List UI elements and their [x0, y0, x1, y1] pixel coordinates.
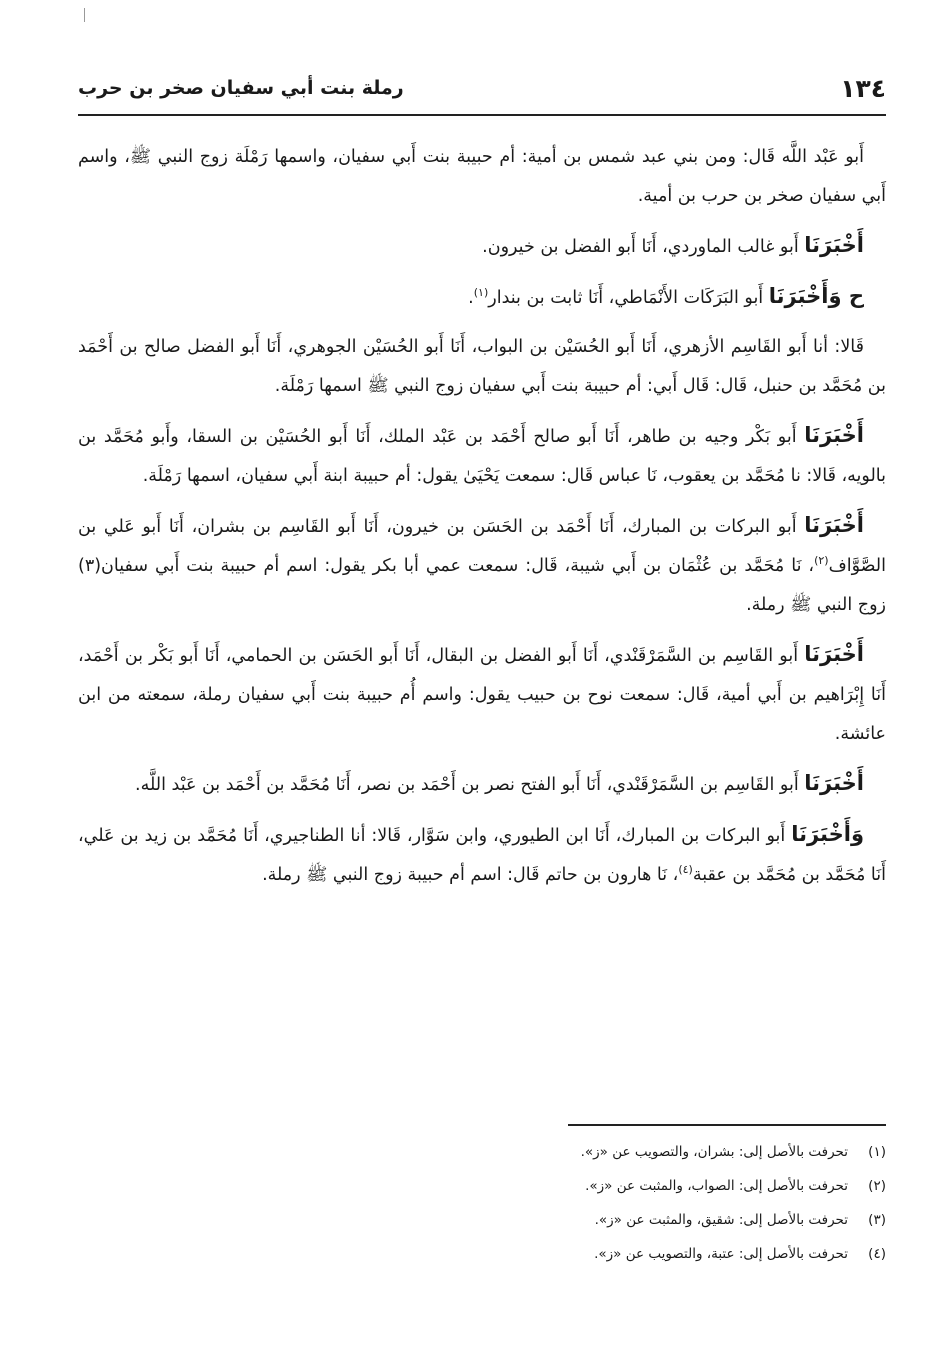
footnote-ref-4[interactable]: (٤)	[678, 863, 693, 877]
narration-keyword: ح وَأَخْبَرَنَا	[768, 284, 864, 308]
footnote-4	[78, 1237, 886, 1271]
footnote-text: تحرفت بالأصل إلى: عتبة، والتصويب عن «ز».	[594, 1246, 848, 1262]
narration-keyword: وَأَخْبَرَنَا	[791, 822, 864, 846]
page-header	[78, 70, 886, 106]
paragraph-text: قَالا: أنا أَبو القَاسِم الأزهري، أَنَا أَبو الحُسَيْن بن البواب، أَنَا أَبو الحُسَيْن الجوهري، أَنَا أَبو الفضل صالح بن أَحْمَد بن مُحَمَّد بن حنبل، قَال: قَال أَبي: أم حبيبة بنت أَبي سفيان زوج النبي ﷺ اسمها رَمْلَة.	[78, 337, 886, 396]
paragraph-text: أَبو غالب الماوردي، أَنَا أَبو الفضل بن خيرون.	[482, 237, 805, 257]
footnote-ref-2[interactable]: (٢)	[814, 554, 829, 568]
footnote-1	[78, 1135, 886, 1169]
paragraph-5	[78, 416, 886, 496]
paragraph-text: أَبو القَاسِم بن السَّمَرْقَنْدي، أَنَا أَبو الفتح نصر بن أَحْمَد بن نصر، أَنَا مُحَمَّد بن أَحْمَد بن عَبْد اللَّه.	[135, 775, 805, 795]
paragraph-8	[78, 764, 886, 805]
paragraph-6	[78, 506, 886, 625]
paragraph-9	[78, 815, 886, 895]
page-number: ١٣٤	[840, 73, 886, 103]
header-divider	[78, 114, 886, 116]
main-text	[78, 138, 886, 905]
footnote-text: تحرفت بالأصل إلى: الصواب، والمثبت عن «ز».	[585, 1178, 848, 1194]
footnote-3	[78, 1203, 886, 1237]
paragraph-text: أَبو البَرَكَات الأَنْمَاطي، أَنَا ثابت بن بندار	[488, 288, 769, 308]
footnote-number: (٢)	[868, 1178, 886, 1194]
paragraph-4	[78, 328, 886, 406]
paragraph-text: أَبو بَكْر وجيه بن طاهر، أَنَا أَبو صالح أَحْمَد بن عَبْد الملك، أَنَا أَبو الحُسَيْن بن السقا، وأَبو مُحَمَّد بن بالويه، قَالا: نا مُحَمَّد بن يعقوب، نَا عباس قَال: سمعت يَحْيَىٰ يقول: أم حبيبة ابنة أَبي سفيان، اسمها رَمْلَة.	[78, 427, 886, 486]
paragraph-7	[78, 635, 886, 754]
footnote-number: (١)	[868, 1144, 886, 1160]
narration-keyword: أَخْبَرَنَا	[804, 513, 864, 537]
footnote-divider	[568, 1124, 886, 1126]
footnote-ref-1[interactable]: (١)	[473, 286, 489, 300]
narration-keyword: أَخْبَرَنَا	[804, 233, 864, 257]
gutter-mark	[84, 8, 85, 22]
paragraph-text: أَبو القَاسِم بن السَّمَرْقَنْدي، أَنَا أَبو الفضل بن البقال، أَنَا أَبو الحَسَن بن الحمامي، أَنَا أَبو بَكْر بن أَحْمَد، أَنَا إِبْرَاهيم بن أَبي أمية، قَال: سمعت نوح بن حبيب يقول: واسم أُم حبيبة بنت أَبي سفيان رملة، سمعته من ابن عائشة.	[78, 646, 886, 744]
paragraph-tail: ، نَا مُحَمَّد بن عُثْمَان بن أَبي شيبة، قَال: سمعت عمي أبا بكر يقول: اسم أم حبيبة بنت أَبي سفيان(٣) زوج النبي ﷺ رملة.	[78, 556, 886, 615]
paragraph-tail: .	[468, 288, 474, 308]
paragraph-2	[78, 226, 886, 267]
narration-keyword: أَخْبَرَنَا	[804, 642, 864, 666]
paragraph-text: أَبو البركات بن المبارك، أَنَا أَحْمَد بن الحَسَن بن خيرون، أَنَا أَبو القَاسِم بن بشران، أَنَا أَبو عَلي بن الصَّوَّاف	[78, 517, 886, 576]
footnotes	[78, 1135, 886, 1271]
narration-keyword: أَخْبَرَنَا	[804, 771, 864, 795]
footnote-number: (٣)	[868, 1212, 886, 1228]
narration-keyword: أَخْبَرَنَا	[804, 423, 864, 447]
running-title: رملة بنت أبي سفيان صخر بن حرب	[78, 77, 404, 99]
paragraph-3	[78, 277, 886, 318]
paragraph-tail: ، نَا هارون بن حاتم قَال: اسم أم حبيبة زوج النبي ﷺ رملة.	[262, 865, 679, 885]
footnote-text: تحرفت بالأصل إلى: شقيق، والمثبت عن «ز».	[594, 1212, 848, 1228]
paragraph-text: أَبو عَبْد اللَّه قَال: ومن بني عبد شمس بن أمية: أم حبيبة بنت أَبي سفيان، واسمها رَمْلَة زوج النبي ﷺ، واسم أَبي سفيان صخر بن حرب بن أمية.	[78, 147, 886, 206]
paragraph-1	[78, 138, 886, 216]
footnote-number: (٤)	[868, 1246, 886, 1262]
footnote-2	[78, 1169, 886, 1203]
paragraph-text: أَبو البركات بن المبارك، أَنَا ابن الطيوري، وابن سَوَّار، قَالا: أنا الطناجيري، أَنَا مُحَمَّد بن زيد بن عَلي، أَنَا مُحَمَّد بن مُحَمَّد بن عقبة	[78, 826, 886, 885]
footnote-text: تحرفت بالأصل إلى: بشران، والتصويب عن «ز».	[580, 1144, 848, 1160]
